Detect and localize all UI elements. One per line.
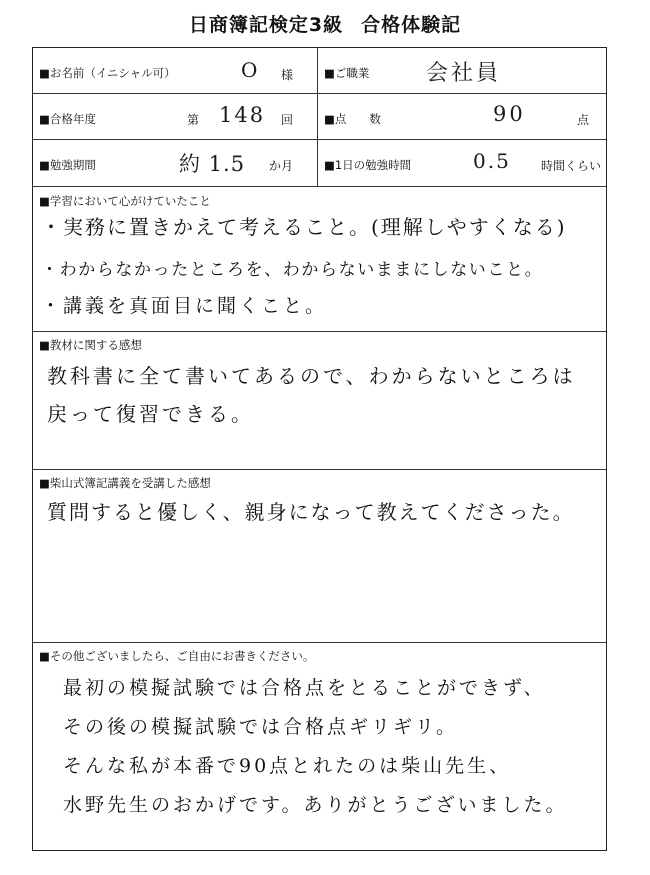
other-line: そんな私が本番で90点とれたのは柴山先生、 [63,755,512,777]
pass-term-suffix: 回 [281,113,294,127]
daily-study-label: ■1日の勉強時間 [324,158,412,172]
section-label-study-tips: ■学習において心がけていたこと [39,194,211,208]
study-tips-line: ・実務に置きかえて考えること。(理解しやすくなる) [41,215,567,239]
occupation-value: 会社員 [426,61,502,86]
row-divider [33,139,606,140]
daily-study-value: 0.5 [473,149,511,173]
title-sub: 合格体験記 [361,14,462,36]
study-tips-line: ・わからなかったところを、わからないままにしないこと。 [41,260,544,280]
materials-line: 教科書に全て書いてあるので、わからないところは [47,364,576,388]
score-label: ■点 数 [324,112,381,126]
section-label-lecture: ■柴山式簿記講義を受講した感想 [39,476,211,490]
row-divider [33,186,606,187]
row-divider [33,331,606,332]
other-line: 水野先生のおかげです。ありがとうございました。 [63,794,568,816]
page-title [0,10,650,37]
study-period-suffix: か月 [269,159,294,173]
row-divider [33,93,606,94]
study-period-label: ■勉強期間 [39,158,96,172]
title-main: 日商簿記検定3級 [188,14,344,36]
name-value: O [241,58,258,82]
score-value: 90 [493,102,526,126]
lecture-line: 質問すると優しく、親身になって教えてくださった。 [47,500,575,524]
study-tips-line: ・講義を真面目に聞くこと。 [41,295,328,317]
study-period-value: 約 1.5 [179,152,246,176]
name-label: ■お名前（イニシャル可） [39,66,176,80]
daily-study-suffix: 時間くらい [541,159,602,173]
pass-term-value: 148 [219,103,266,127]
column-divider [317,48,318,186]
pass-term-label: ■合格年度 [39,112,96,126]
row-divider [33,469,606,470]
other-line: その後の模擬試験では合格点ギリギリ。 [63,716,459,738]
row-divider [33,642,606,643]
section-label-other: ■その他ございましたら、ご自由にお書きください。 [39,649,315,663]
pass-term-prefix: 第 [187,113,200,127]
name-suffix: 様 [281,68,294,82]
other-line: 最初の模擬試験では合格点をとることができず、 [63,677,546,699]
materials-line: 戻って復習できる。 [47,402,254,426]
section-label-materials: ■教材に関する感想 [39,338,142,352]
report-form [32,47,607,851]
score-suffix: 点 [577,113,590,127]
occupation-label: ■ご職業 [324,66,370,80]
